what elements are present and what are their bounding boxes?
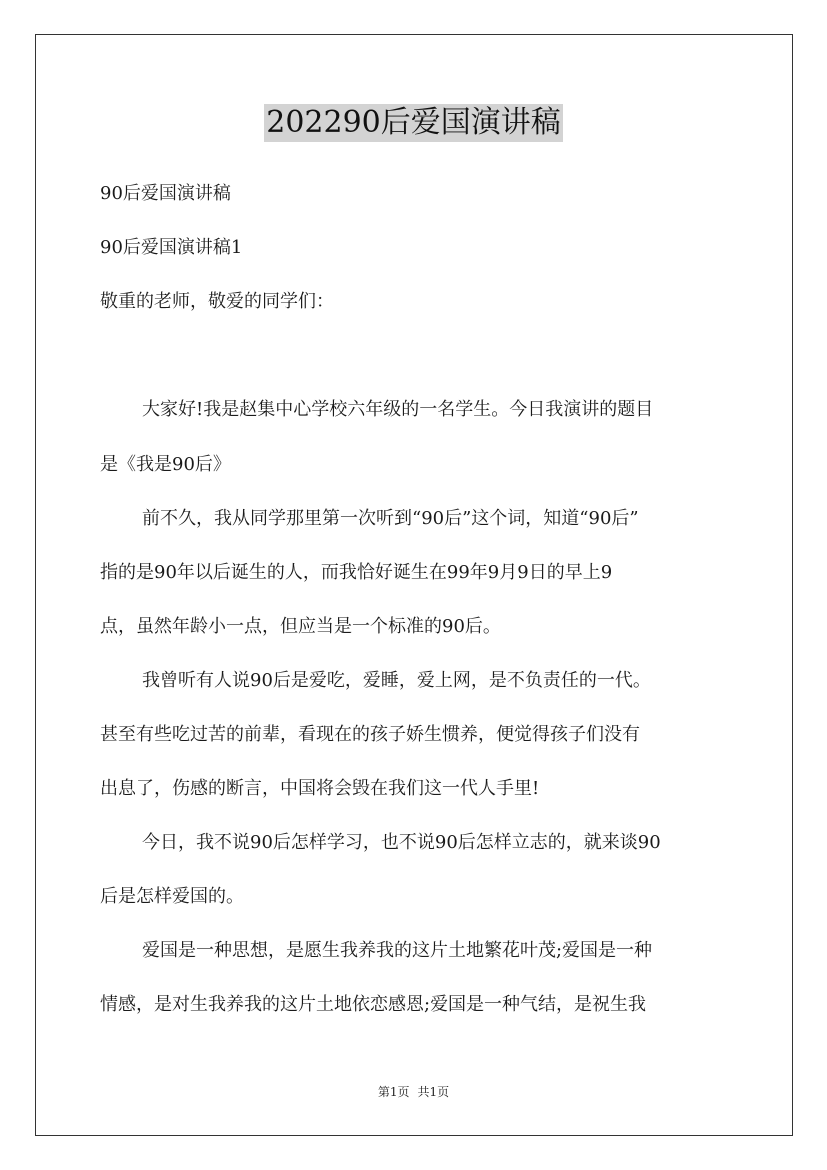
doc-line: 爱国是一种思想，是愿生我养我的这片土地繁花叶茂;爱国是一种 [142, 940, 653, 961]
doc-line: 是《我是90后》 [100, 454, 231, 475]
doc-line: 点，虽然年龄小一点，但应当是一个标准的90后。 [100, 616, 501, 637]
doc-line: 前不久，我从同学那里第一次听到“90后”这个词，知道“90后” [142, 508, 639, 529]
doc-line-salutation: 敬重的老师，敬爱的同学们： [100, 291, 334, 312]
page-footer [0, 1084, 827, 1100]
doc-line: 后是怎样爱国的。 [100, 886, 244, 907]
doc-line: 今日，我不说90后怎样学习，也不说90后怎样立志的，就来谈90 [142, 832, 661, 853]
doc-line: 大家好!我是赵集中心学校六年级的一名学生。今日我演讲的题目 [142, 399, 654, 420]
doc-line: 指的是90年以后诞生的人，而我恰好诞生在99年9月9日的早上9 [100, 562, 613, 583]
page-total: 共1页 [417, 1085, 450, 1099]
page-number: 第1页 [377, 1085, 410, 1099]
doc-line-subheading: 90后爱国演讲稿1 [100, 237, 243, 258]
doc-line-heading: 90后爱国演讲稿 [100, 183, 231, 204]
doc-line: 甚至有些吃过苦的前辈，看现在的孩子娇生惯养，便觉得孩子们没有 [100, 724, 640, 745]
doc-line: 情感，是对生我养我的这片土地依恋感恩;爱国是一种气结，是祝生我 [100, 994, 647, 1015]
title-container [0, 104, 827, 142]
doc-line: 我曾听有人说90后是爱吃，爱睡，爱上网，是不负责任的一代。 [142, 670, 651, 691]
doc-line: 出息了，伤感的断言，中国将会毁在我们这一代人手里! [100, 778, 540, 799]
document-title: 202290后爱国演讲稿 [266, 105, 561, 140]
